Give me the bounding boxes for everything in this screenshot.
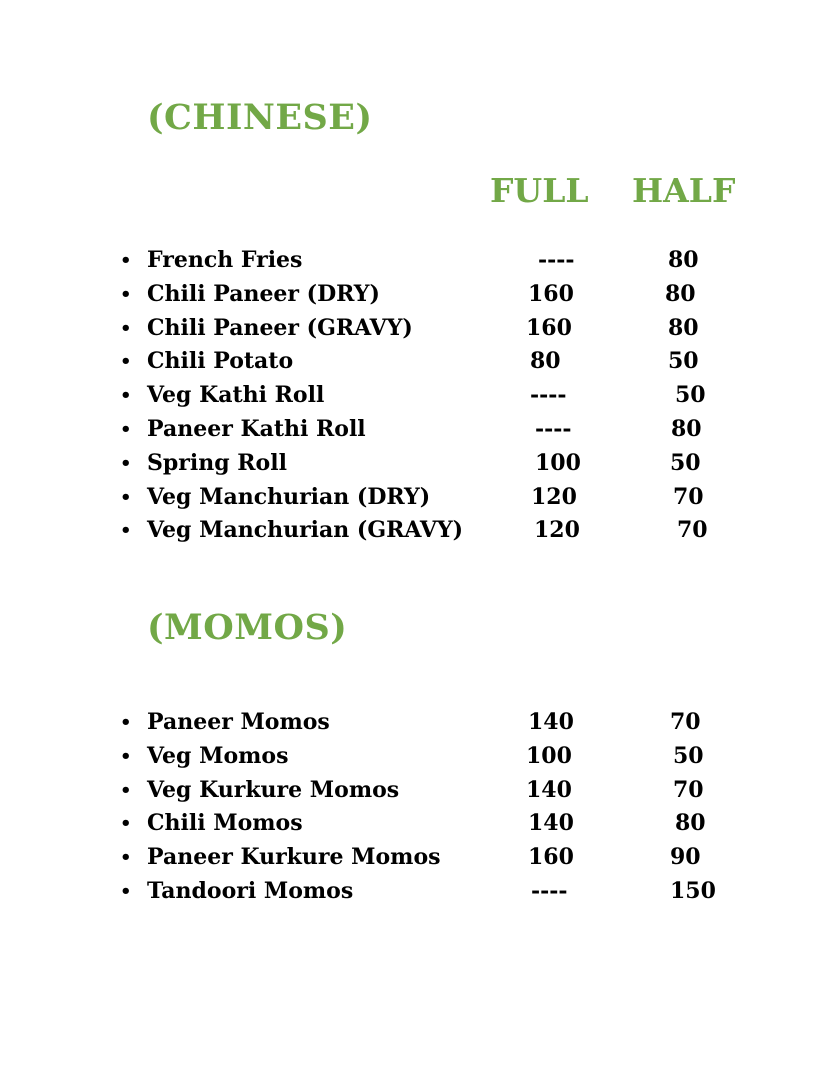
price-full: 80 (530, 348, 561, 375)
menu-row (0, 706, 834, 740)
bullet-icon: • (120, 250, 132, 271)
menu-row (0, 481, 834, 515)
item-name: Veg Manchurian (DRY) (147, 483, 431, 510)
menu-row (0, 244, 834, 278)
price-full: ---- (535, 415, 572, 442)
item-name: Chili Potato (147, 348, 294, 375)
bullet-icon: • (120, 779, 132, 801)
price-half: 80 (668, 247, 699, 273)
column-header-full: FULL (490, 171, 589, 210)
price-full: 140 (528, 709, 574, 735)
menu-row (0, 514, 834, 548)
price-half: 80 (668, 314, 699, 341)
price-half: 50 (673, 742, 704, 769)
menu-row (0, 413, 834, 447)
item-name: Paneer Kathi Roll (147, 415, 366, 442)
price-half: 70 (673, 776, 704, 803)
item-name: French Fries (147, 247, 303, 273)
bullet-icon: • (120, 486, 132, 508)
bullet-icon: • (120, 283, 132, 305)
price-full: ---- (531, 877, 568, 904)
item-name: Veg Kathi Roll (147, 382, 325, 409)
item-name: Paneer Kurkure Momos (147, 844, 441, 871)
price-half: 70 (670, 709, 701, 735)
price-half: 50 (668, 348, 699, 375)
price-full: 100 (535, 449, 581, 476)
bullet-icon: • (120, 351, 132, 373)
price-full: 120 (531, 483, 577, 510)
price-half: 80 (675, 810, 706, 837)
price-full: 160 (526, 314, 572, 341)
item-name: Tandoori Momos (147, 877, 354, 904)
menu-row (0, 379, 834, 413)
menu-row (0, 345, 834, 379)
momos-menu-list (0, 706, 834, 909)
bullet-icon: • (120, 520, 132, 542)
menu-row (0, 841, 834, 875)
price-full: 140 (528, 810, 574, 837)
bullet-icon: • (120, 745, 132, 767)
chinese-menu-list (0, 244, 834, 548)
price-full: 140 (526, 776, 572, 803)
bullet-icon: • (120, 317, 132, 339)
menu-row (0, 312, 834, 346)
bullet-icon: • (120, 847, 132, 869)
menu-row (0, 740, 834, 774)
price-full: ---- (530, 382, 567, 409)
bullet-icon: • (120, 385, 132, 407)
bullet-icon: • (120, 712, 132, 733)
menu-row (0, 447, 834, 481)
price-full: 100 (526, 742, 572, 769)
item-name: Paneer Momos (147, 709, 330, 735)
item-name: Chili Momos (147, 810, 303, 837)
menu-row (0, 278, 834, 312)
item-name: Veg Manchurian (GRAVY) (147, 517, 464, 544)
item-name: Veg Momos (147, 742, 289, 769)
price-full: 160 (528, 280, 574, 307)
section-title-chinese: (CHINESE) (147, 97, 373, 138)
price-full: 160 (528, 844, 574, 871)
price-full: 120 (534, 517, 580, 544)
price-half: 50 (670, 449, 701, 476)
menu-row (0, 774, 834, 808)
price-half: 150 (670, 877, 716, 904)
column-header-half: HALF (632, 171, 736, 210)
price-half: 70 (673, 483, 704, 510)
bullet-icon: • (120, 418, 132, 440)
item-name: Spring Roll (147, 449, 287, 476)
bullet-icon: • (120, 813, 132, 835)
bullet-icon: • (120, 880, 132, 902)
item-name: Chili Paneer (GRAVY) (147, 314, 413, 341)
price-half: 80 (671, 415, 702, 442)
menu-row (0, 875, 834, 909)
price-half: 90 (670, 844, 701, 871)
price-half: 80 (665, 280, 696, 307)
item-name: Chili Paneer (DRY) (147, 280, 380, 307)
section-title-momos: (MOMOS) (147, 607, 348, 648)
bullet-icon: • (120, 452, 132, 474)
price-half: 50 (675, 382, 706, 409)
item-name: Veg Kurkure Momos (147, 776, 400, 803)
price-half: 70 (677, 517, 708, 544)
menu-row (0, 807, 834, 841)
price-full: ---- (538, 247, 575, 273)
